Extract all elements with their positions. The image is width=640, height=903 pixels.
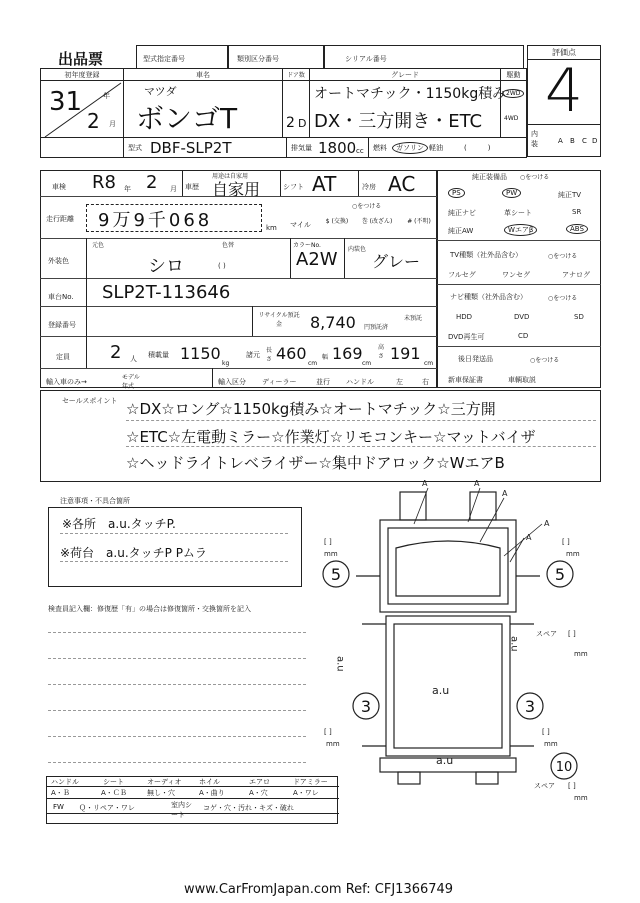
tire-rear-right: 3 — [524, 697, 536, 716]
mileage: 9万9千068 — [98, 210, 213, 231]
footer-reference: www.CarFromJapan.com Ref: CFJ1366749 — [184, 882, 454, 897]
svg-text:[ ]: [ ] — [324, 728, 332, 736]
fuel-gasoline: ガソリン — [392, 142, 428, 154]
damage-mark: A — [474, 479, 480, 488]
tire-rear-left: 3 — [360, 697, 372, 716]
truck-diagram — [318, 476, 608, 806]
sales-line-3: ☆ヘッドライトレベライザー☆集中ドアロック☆WエアB — [126, 454, 505, 472]
equip-w-airbag: Wエアβ — [504, 224, 537, 236]
sales-line-2: ☆ETC☆左電動ミラー☆作業灯☆リモコンキー☆マットバイザ — [126, 428, 536, 446]
drive-cell: 駆動 2WD 4WD — [500, 68, 527, 138]
svg-text:mm: mm — [574, 650, 588, 658]
svg-text:[ ]: [ ] — [568, 630, 576, 638]
air-conditioning: AC — [388, 172, 416, 196]
rear-damage: a.u — [436, 754, 454, 767]
vehicle-history: 自家用 — [212, 180, 261, 199]
model-row: 型式 DBF-SLP2T 排気量 1800 cc 燃料 ガソリン 軽油 ( ) — [123, 137, 527, 158]
field-model-designation: 型式指定番号 — [136, 45, 228, 69]
reg-year: 31 — [49, 87, 83, 117]
score-box — [527, 45, 601, 157]
equip-pw: PW — [502, 188, 521, 198]
first-registration: 初年度登録 31 年 2 月 — [40, 68, 124, 138]
svg-text:mm: mm — [566, 550, 580, 558]
equip-ps: PS — [448, 188, 465, 198]
spare-tire: 10 — [555, 760, 573, 775]
grade-line-1: オートマチック・1150kg積み — [314, 86, 507, 102]
legend-box: ハンドル A・Ｂ シート A・ＣＢ オーディオ 無し・穴 ホイル A・曲り エアロ A・穴 ドアミラー A・ワレ FW Ｑ・リペア・ワレ 室内シート コゲ・穴・汚れ・キズ・破れ — [46, 776, 338, 824]
vehicle-name-cell: 車名 マツダ ボンゴT — [123, 68, 283, 138]
svg-text:[ ]: [ ] — [324, 538, 332, 546]
svg-text:スペア: スペア — [536, 630, 557, 638]
shaken-year: R8 — [92, 172, 116, 193]
damage-mark: A — [526, 533, 532, 542]
door-count: 2 — [286, 115, 295, 131]
reg-month: 2 — [87, 109, 100, 133]
field-serial: シリアル番号 — [324, 45, 524, 69]
score-value: 4 — [544, 56, 584, 126]
svg-text:mm: mm — [574, 794, 588, 802]
equip-abs: ABS — [566, 224, 588, 234]
svg-text:[ ]: [ ] — [542, 728, 550, 736]
svg-text:mm: mm — [324, 550, 338, 558]
side-damage-left: a.u — [334, 656, 346, 672]
bed-damage: a.u — [432, 684, 450, 697]
tire-front-left: 5 — [330, 565, 342, 584]
interior-color: グレー — [372, 252, 421, 271]
svg-text:[ ]: [ ] — [562, 538, 570, 546]
svg-text:mm: mm — [326, 740, 340, 748]
width: 169 — [332, 344, 363, 363]
damage-mark: A — [544, 519, 550, 528]
model-code: DBF-SLP2T — [150, 139, 232, 157]
color-code: A2W — [296, 249, 338, 270]
form-title: 出品票 — [58, 50, 104, 68]
chassis-number: SLP2T-113646 — [102, 282, 231, 303]
svg-text:スペア: スペア — [534, 782, 555, 790]
sales-line-1: ☆DX☆ロング☆1150kg積み☆オートマチック☆三方開 — [126, 400, 496, 418]
height: 191 — [390, 344, 421, 363]
side-damage-right: a.u — [508, 636, 520, 652]
doors-cell: ドア数 2 D — [282, 68, 310, 138]
damage-mark: A — [422, 479, 428, 488]
note-line-1: ※各所 a.u.タッチP. — [62, 517, 176, 531]
field-category: 類別区分番号 — [228, 45, 324, 69]
drive-4wd: 4WD — [504, 115, 519, 122]
shift: AT — [312, 172, 337, 196]
exterior-color: シロ — [148, 256, 184, 277]
svg-text:[ ]: [ ] — [568, 782, 576, 790]
damage-mark: A — [502, 489, 508, 498]
note-line-2: ※荷台 a.u.タッチP Pムラ — [60, 546, 207, 560]
length: 460 — [276, 344, 307, 363]
drive-2wd: 2WD — [502, 89, 524, 98]
capacity: 2 — [110, 342, 122, 363]
tire-front-right: 5 — [554, 565, 566, 584]
shaken-month: 2 — [146, 172, 158, 193]
grade-cell: グレード オートマチック・1150kg積み DX・三方開き・ETC — [309, 68, 501, 138]
load-capacity: 1150 — [180, 344, 221, 363]
recycle-deposit: 8,740 — [310, 313, 356, 332]
svg-text:mm: mm — [544, 740, 558, 748]
grade-line-2: DX・三方開き・ETC — [314, 111, 483, 132]
vehicle-name: ボンゴT — [136, 102, 238, 135]
score-label: 評価点 — [528, 46, 600, 60]
maker: マツダ — [144, 85, 177, 98]
displacement: 1800 — [318, 139, 357, 157]
interior-grade: 内装 A B C D — [528, 124, 600, 156]
